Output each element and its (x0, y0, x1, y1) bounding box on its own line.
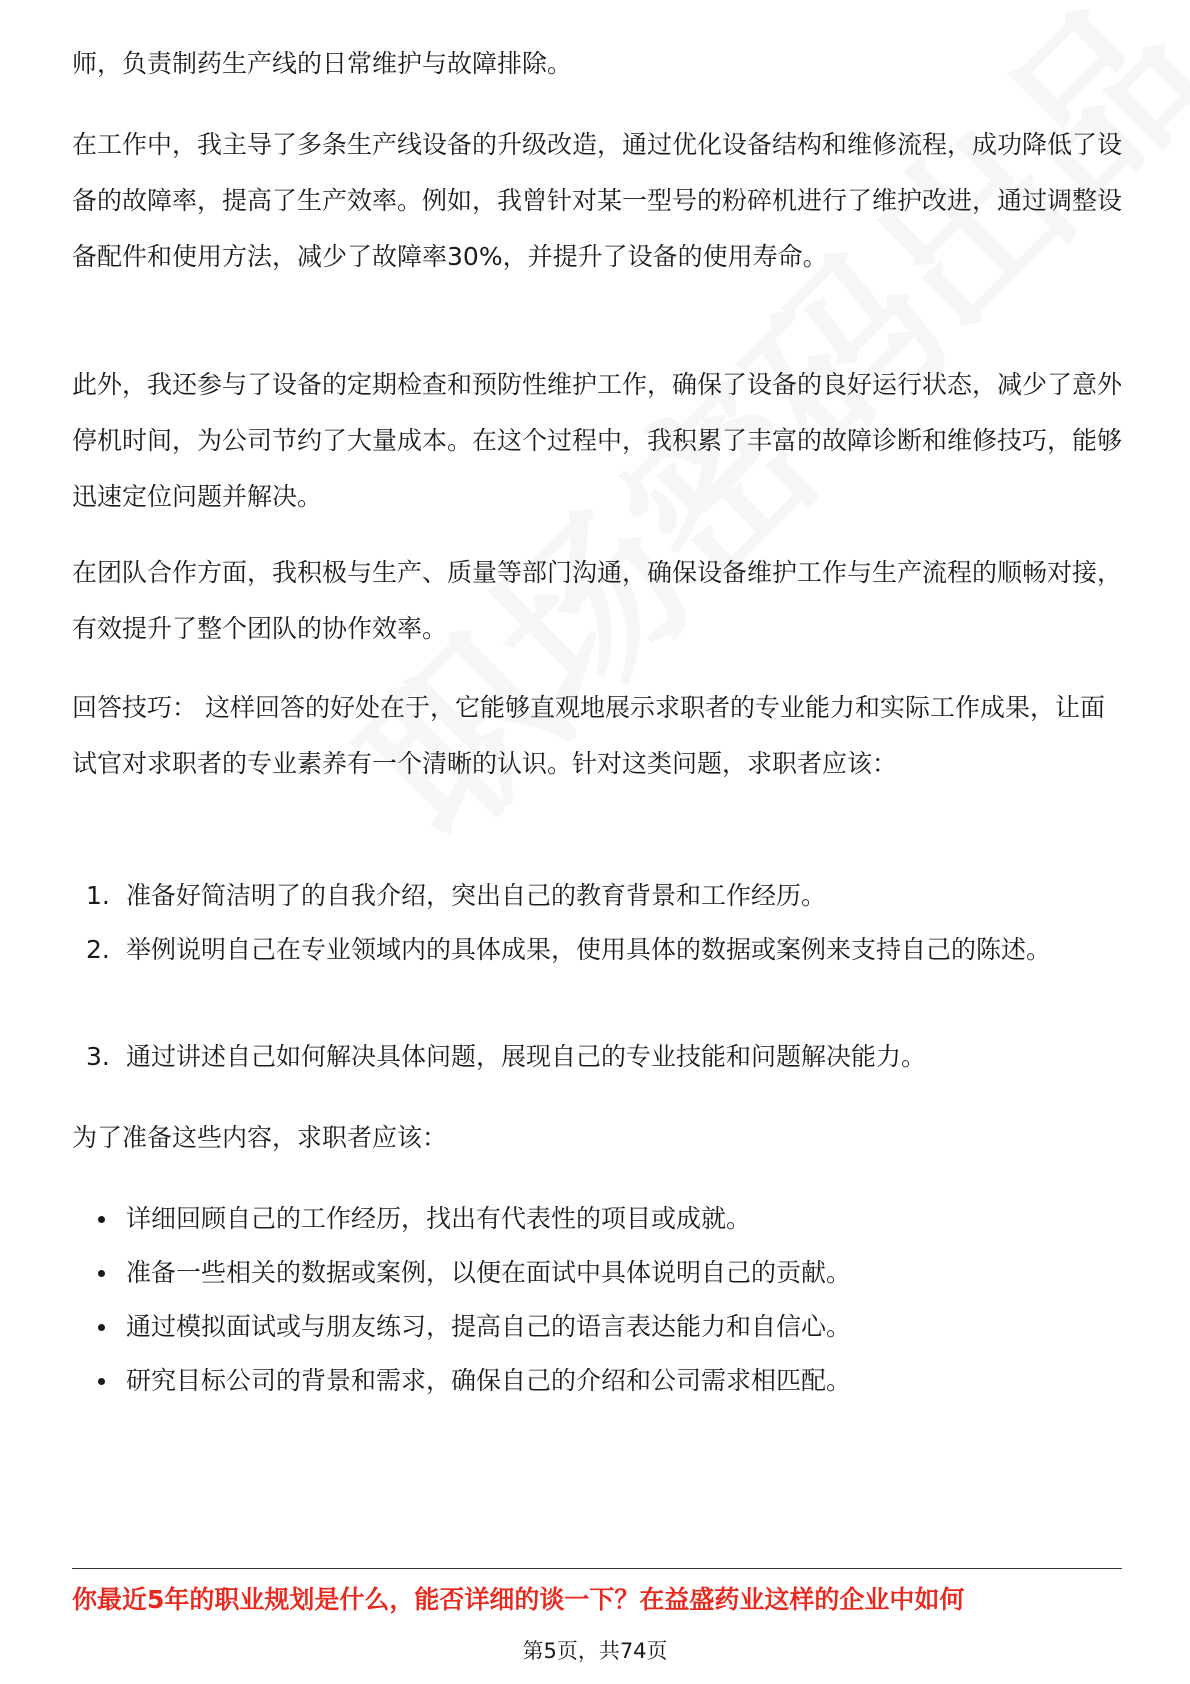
list-item-text: 详细回顾自己的工作经历，找出有代表性的项目或成就。 (126, 1204, 752, 1233)
list-item (72, 1245, 1122, 1301)
list-item (72, 1191, 1122, 1247)
bullet-icon (98, 1324, 105, 1331)
list-item-text: 准备一些相关的数据或案例，以便在面试中具体说明自己的贡献。 (126, 1258, 852, 1287)
list-item (72, 868, 1122, 924)
paragraph: 在工作中，我主导了多条生产线设备的升级改造，通过优化设备结构和维修流程，成功降低了设备的故障率，提高了生产效率。例如，我曾针对某一型号的粉碎机进行了维护改进，通过调整设备配件和使用方法，减少了故障率30%，并提升了设备的使用寿命。 (72, 130, 1123, 271)
bullet-icon (98, 1270, 105, 1277)
list-item (72, 1029, 1122, 1085)
prep-intro: 为了准备这些内容，求职者应该： (72, 1123, 448, 1152)
bullet-icon (98, 1378, 105, 1385)
list-item (72, 1299, 1122, 1355)
list-number: 3. (86, 1042, 110, 1071)
list-item-text: 举例说明自己在专业领域内的具体成果，使用具体的数据或案例来支持自己的陈述。 (126, 935, 1052, 964)
paragraph: 师，负责制药生产线的日常维护与故障排除。 (72, 49, 573, 78)
list-number: 1. (86, 881, 110, 910)
paragraph: 此外，我还参与了设备的定期检查和预防性维护工作，确保了设备的良好运行状态，减少了意外停机时间，为公司节约了大量成本。在这个过程中，我积累了丰富的故障诊断和维修技巧，能够迅速定位问题并解决。 (72, 370, 1123, 511)
list-item (72, 1353, 1122, 1409)
list-item (72, 922, 1122, 978)
page-indicator: 第5页，共74页 (522, 1639, 668, 1663)
list-number: 2. (86, 935, 110, 964)
paragraph: 回答技巧： 这样回答的好处在于，它能够直观地展示求职者的专业能力和实际工作成果，让面试官对求职者的专业素养有一个清晰的认识。针对这类问题，求职者应该： (72, 693, 1105, 778)
list-item-text: 通过模拟面试或与朋友练习，提高自己的语言表达能力和自信心。 (126, 1312, 852, 1341)
bullet-icon (98, 1216, 105, 1223)
paragraph: 在团队合作方面，我积极与生产、质量等部门沟通，确保设备维护工作与生产流程的顺畅对接，有效提升了整个团队的协作效率。 (72, 558, 1123, 643)
footer-divider (72, 1568, 1122, 1569)
list-item-text: 研究目标公司的背景和需求，确保自己的介绍和公司需求相匹配。 (126, 1366, 852, 1395)
list-item-text: 通过讲述自己如何解决具体问题，展现自己的专业技能和问题解决能力。 (126, 1042, 927, 1071)
list-item-text: 准备好简洁明了的自我介绍，突出自己的教育背景和工作经历。 (126, 881, 827, 910)
next-question-heading: 你最近5年的职业规划是什么，能否详细的谈一下？在益盛药业这样的企业中如何 (72, 1585, 965, 1614)
